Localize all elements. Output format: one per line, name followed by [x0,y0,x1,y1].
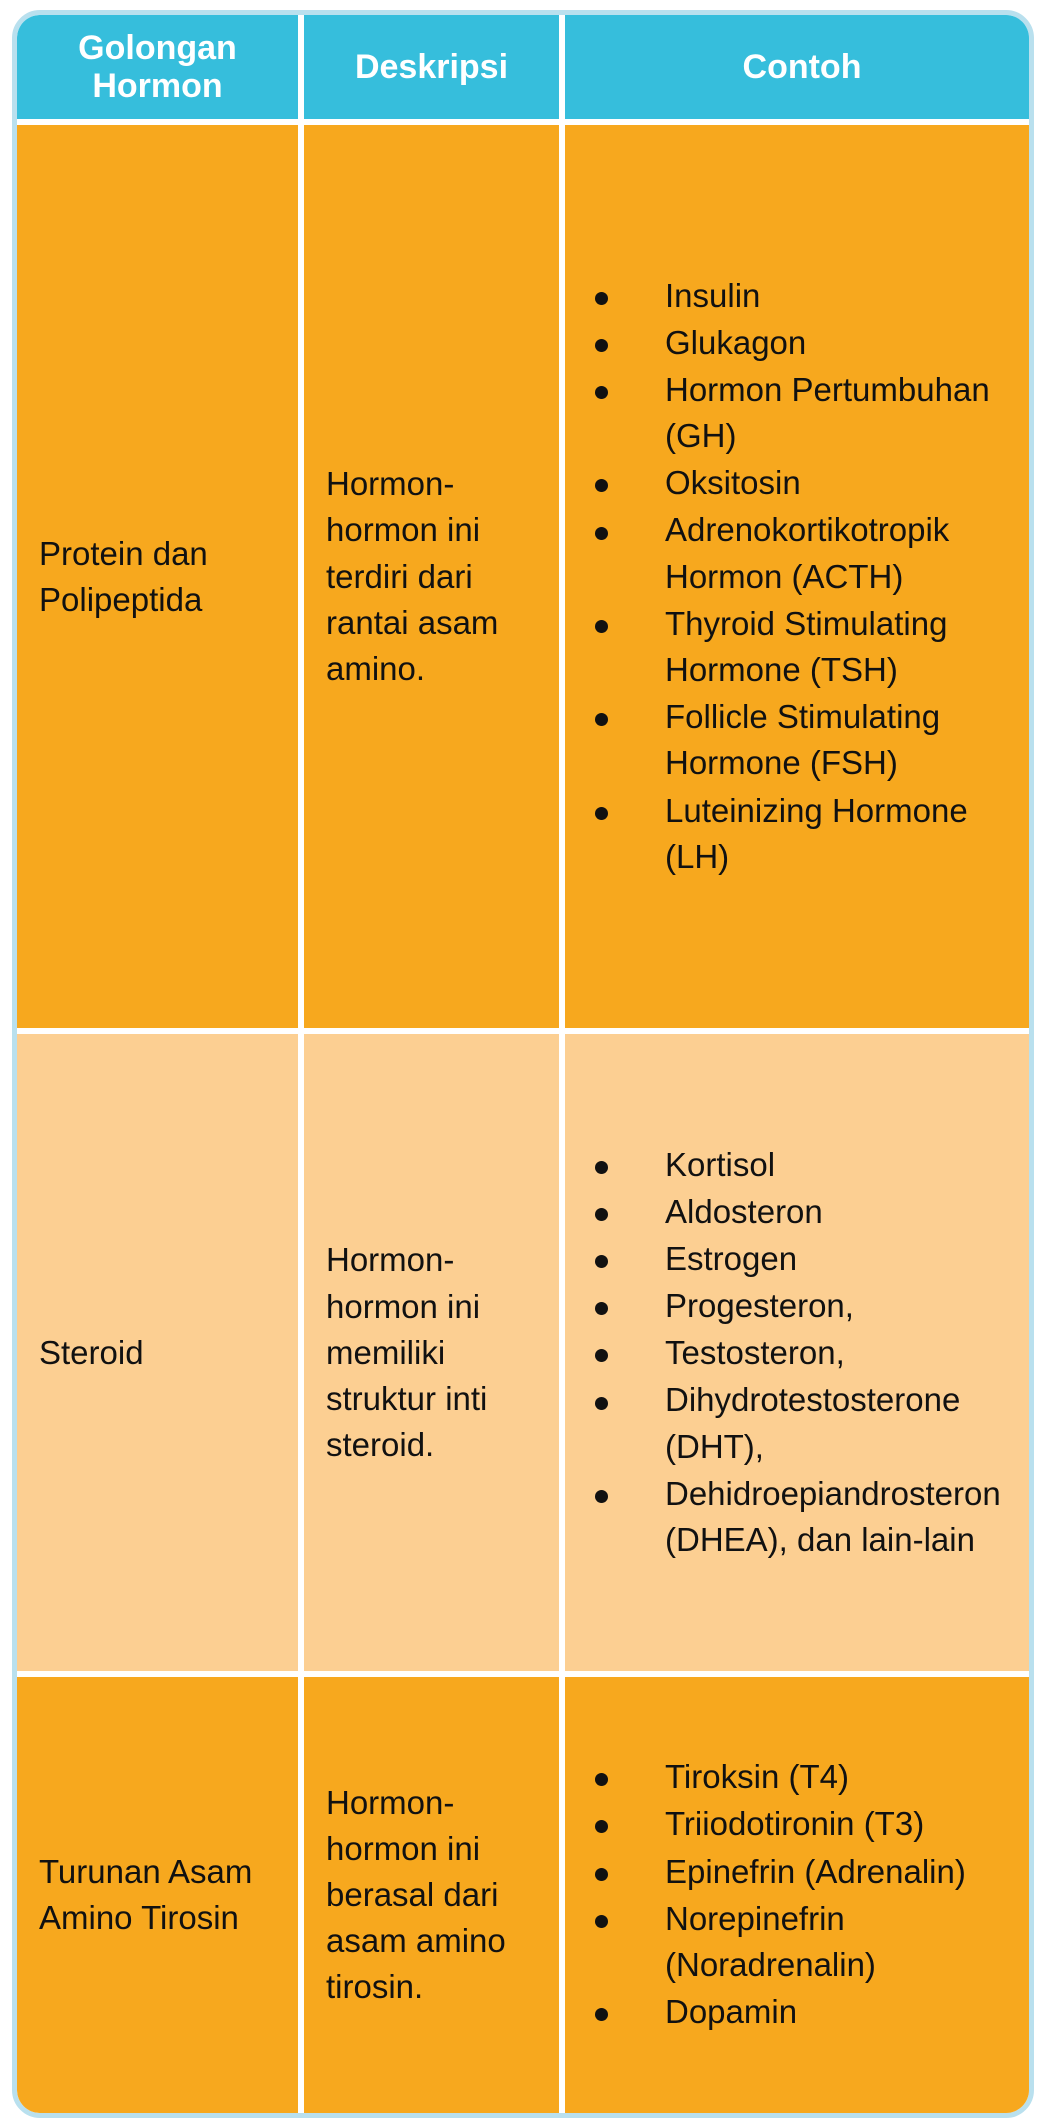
bullet-icon [595,807,608,820]
golongan-hormon-text: Turunan Asam Amino Tirosin [39,1853,253,1937]
column-header-deskripsi: Deskripsi [304,15,565,119]
list-item [587,1896,1029,1988]
list-item [587,1754,1029,1800]
cell-deskripsi [304,119,565,1028]
bullet-icon [595,1868,608,1881]
list-item [587,460,1029,506]
bullet-icon [595,2008,608,2021]
bullet-icon [595,292,608,305]
table-row [17,119,1034,1028]
bullet-icon [595,713,608,726]
list-item-label: Epinefrin (Adrenalin) [665,1852,966,1890]
list-item-label: Dihydrotestosterone (DHT), [665,1381,961,1465]
list-item-label: Tiroksin (T4) [665,1758,849,1796]
list-item [587,367,1029,459]
list-item [587,1236,1029,1282]
list-item-label: Hormon Pertumbuhan (GH) [665,370,990,455]
cell-contoh [565,1671,1034,2113]
header-row [17,15,1034,119]
bullet-icon [595,1349,608,1362]
list-item [587,1189,1029,1235]
table-body [17,119,1034,2113]
hormone-table-container [12,10,1034,2118]
table-row [17,1671,1034,2113]
cell-contoh [565,1028,1034,1671]
list-item-label: Testosteron, [665,1334,845,1372]
table-header [17,15,1034,119]
list-item [587,1283,1029,1329]
bullet-icon [595,527,608,540]
deskripsi-text: Hormon-hormon ini terdiri dari rantai asam amino. [326,465,499,688]
list-item-label: Estrogen [665,1239,798,1277]
list-item-label: Progesteron, [665,1287,854,1325]
list-item [587,1377,1029,1469]
cell-deskripsi [304,1671,565,2113]
list-item-label: Norepinefrin (Noradrenalin) [665,1899,876,1983]
bullet-icon [595,1255,608,1268]
cell-golongan-hormon [17,1028,304,1671]
bullet-icon [595,1161,608,1174]
cell-deskripsi [304,1028,565,1671]
list-item [587,788,1029,880]
list-item [587,1330,1029,1376]
bullet-icon [595,1820,608,1833]
deskripsi-text: Hormon-hormon ini memiliki struktur inti steroid. [326,1241,488,1464]
list-item [587,694,1029,786]
list-item-label: Kortisol [665,1145,776,1183]
bullet-icon [595,1915,608,1928]
bullet-icon [595,479,608,492]
bullet-icon [595,339,608,352]
bullet-icon [595,1490,608,1503]
table-row [17,1028,1034,1671]
list-item-label: Adrenokortikotropik Hormon (ACTH) [665,511,950,595]
example-list [565,273,1029,880]
list-item-label: Luteinizing Hormone (LH) [665,791,968,875]
list-item-label: Oksitosin [665,464,801,502]
list-item [587,1471,1029,1563]
list-item [587,1801,1029,1847]
hormone-classification-table [17,15,1034,2113]
golongan-hormon-text: Steroid [39,1333,144,1371]
list-item-label: Aldosteron [665,1192,823,1230]
list-item [587,273,1029,319]
example-list [565,1754,1029,2035]
list-item [587,601,1029,693]
column-header-contoh: Contoh [565,15,1034,119]
list-item-label: Follicle Stimulating Hormone (FSH) [665,698,941,782]
list-item [587,507,1029,599]
cell-contoh [565,119,1034,1028]
list-item-label: Triiodotironin (T3) [665,1805,925,1843]
list-item-label: Thyroid Stimulating Hormone (TSH) [665,604,948,689]
bullet-icon [595,620,608,633]
golongan-hormon-text: Protein dan Polipeptida [39,534,208,618]
deskripsi-text: Hormon-hormon ini berasal dari asam amino tirosin. [326,1783,506,2006]
bullet-icon [595,1397,608,1410]
bullet-icon [595,1302,608,1315]
cell-golongan-hormon [17,119,304,1028]
list-item-label: Dopamin [665,1993,798,2031]
bullet-icon [595,1773,608,1786]
list-item-label: Insulin [665,276,761,314]
list-item-label: Dehidroepiandrosteron (DHEA), dan lain-lain [665,1474,1001,1559]
column-header-golongan-hormon: Golongan Hormon [17,15,304,119]
list-item [587,320,1029,366]
list-item [587,1849,1029,1895]
bullet-icon [595,386,608,399]
bullet-icon [595,1208,608,1221]
list-item-label: Glukagon [665,323,807,361]
cell-golongan-hormon [17,1671,304,2113]
list-item [587,1989,1029,2035]
list-item [587,1142,1029,1188]
example-list [565,1142,1029,1564]
